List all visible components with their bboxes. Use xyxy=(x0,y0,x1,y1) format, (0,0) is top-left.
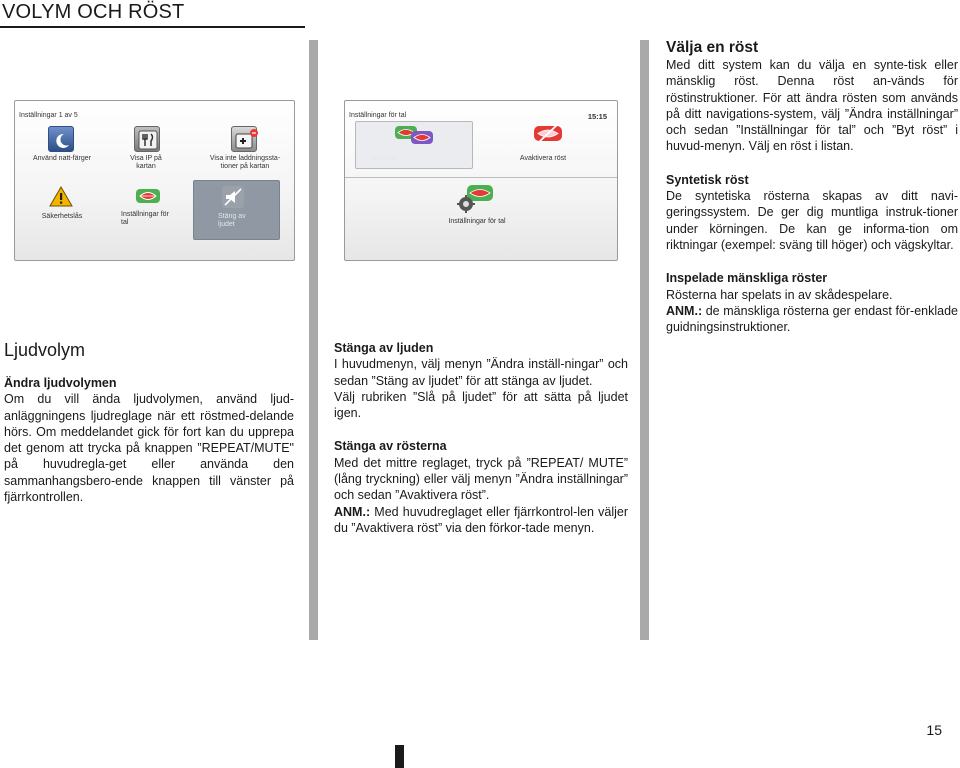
change-voice-label: Byt röst xyxy=(373,155,397,162)
page-title: VOLYM OCH RÖST xyxy=(2,1,185,23)
column-divider-right xyxy=(640,40,649,640)
fork-knife-icon[interactable] xyxy=(134,126,160,152)
recorded-voices-body: Rösterna har spelats in av skådespelare. xyxy=(666,287,893,302)
speech-settings-screenshot xyxy=(344,100,618,261)
volume-heading: Ljudvolym xyxy=(4,340,86,360)
safety-lock-label: Säkerhetslås xyxy=(41,213,83,220)
hide-charging-label: Visa inte laddningssta-tioner på kartan xyxy=(209,155,281,170)
clock-time: 15:15 xyxy=(587,112,607,121)
recorded-voices-title: Inspelade mänskliga röster xyxy=(666,271,828,286)
settings-page-indicator: Inställningar 1 av 5 xyxy=(19,112,78,119)
spacer xyxy=(4,361,294,375)
note-label: ANM.: xyxy=(666,303,703,318)
show-poi-label: Visa IP på kartan xyxy=(130,155,162,170)
moon-icon[interactable] xyxy=(48,126,74,152)
column-divider-left xyxy=(309,40,318,640)
mute-icon[interactable] xyxy=(220,184,246,210)
choose-voice-intro: Med ditt system kan du välja en synte-tisk eller mänsklig röst. Denna röst an-vänds för röstinstruktioner. För att ändra rösten som används på ditt navigations-system, välj ”Ändra inställningar” och sedan ”Inställningar för tal” och ”Byt röst” i huvud-menyn. Välj en röst i listan. xyxy=(666,58,958,154)
mute-label: Stäng av ljudet xyxy=(218,213,246,228)
mute-sounds-body: I huvudmenyn, välj menyn ”Ändra inställ-ningar” och sedan ”Stäng av ljudet” för att stänga av ljudet. xyxy=(334,357,628,388)
synthetic-voice-title: Syntetisk röst xyxy=(666,172,749,187)
mute-voices-title: Stänga av rösterna xyxy=(334,439,447,454)
synthetic-voice-body: De syntetiska rösterna skapas av ditt navi-geringssystem. De ger dig muntliga instruk-tioner under körningen. De kan ge informa-tion om riktningar (exempel: sväng till höger) och vägskyltar. xyxy=(666,189,958,252)
voice-section xyxy=(666,38,958,335)
disable-voice-icon[interactable] xyxy=(532,123,564,149)
speech-settings-bottom-label: Inställningar för tal xyxy=(448,218,506,225)
speech-settings-icon[interactable] xyxy=(455,183,495,213)
screen-divider xyxy=(345,177,617,178)
voice-note xyxy=(666,303,958,336)
speech-settings-header: Inställningar för tal xyxy=(349,112,407,119)
unmute-body: Välj rubriken ”Slå på ljudet” för att sätta på ljudet igen. xyxy=(334,389,628,421)
speech-settings-label: Inställningar för tal xyxy=(121,211,169,226)
spacer xyxy=(334,421,628,438)
mute-note xyxy=(334,504,628,537)
charging-station-icon[interactable] xyxy=(231,126,257,152)
footer-mark xyxy=(395,745,404,768)
disable-voice-label: Avaktivera röst xyxy=(519,155,567,162)
note-text: de mänskliga rösterna ger endast för-enklade guidningsinstruktioner. xyxy=(666,303,958,335)
mute-voices-body: Med det mittre reglaget, tryck på ”REPEAT/ MUTE” (lång tryckning) eller välj menyn ”Ändra inställningar” och sedan ”Avaktivera röst”. xyxy=(334,455,628,503)
speech-lips-icon[interactable] xyxy=(135,184,161,210)
note-label: ANM.: xyxy=(334,504,371,519)
page-number: 15 xyxy=(926,722,942,738)
choose-voice-heading: Välja en röst xyxy=(666,39,759,56)
mute-sounds-title: Stänga av ljuden xyxy=(334,341,434,355)
note-text: Med huvudreglaget eller fjärrkontrol-len väljer du ”Avaktivera röst” via den förkor-tade menyn. xyxy=(334,504,628,535)
change-voice-icon xyxy=(395,123,435,149)
change-volume-subheading: Ändra ljudvolymen xyxy=(4,376,117,390)
volume-section xyxy=(4,339,294,505)
change-volume-body: Om du vill ända ljudvolymen, använd ljud-anläggningens ljudreglage när ett röstmed-delande hörs. Om meddelandet gick för fort kan du upprepa det genom att trycka på knappen ”REPEAT/MUTE" på huvudregla-get eller använda den sammanhangsbero-ende knappen till vänster på fjärrkontrollen. xyxy=(4,392,294,505)
night-colors-label: Använd natt-färger xyxy=(33,155,91,162)
mute-section xyxy=(334,340,628,536)
spacer xyxy=(666,155,958,172)
page-title-bar xyxy=(0,0,305,28)
settings-screenshot xyxy=(14,100,295,261)
warning-icon[interactable] xyxy=(48,184,74,210)
spacer xyxy=(666,253,958,270)
